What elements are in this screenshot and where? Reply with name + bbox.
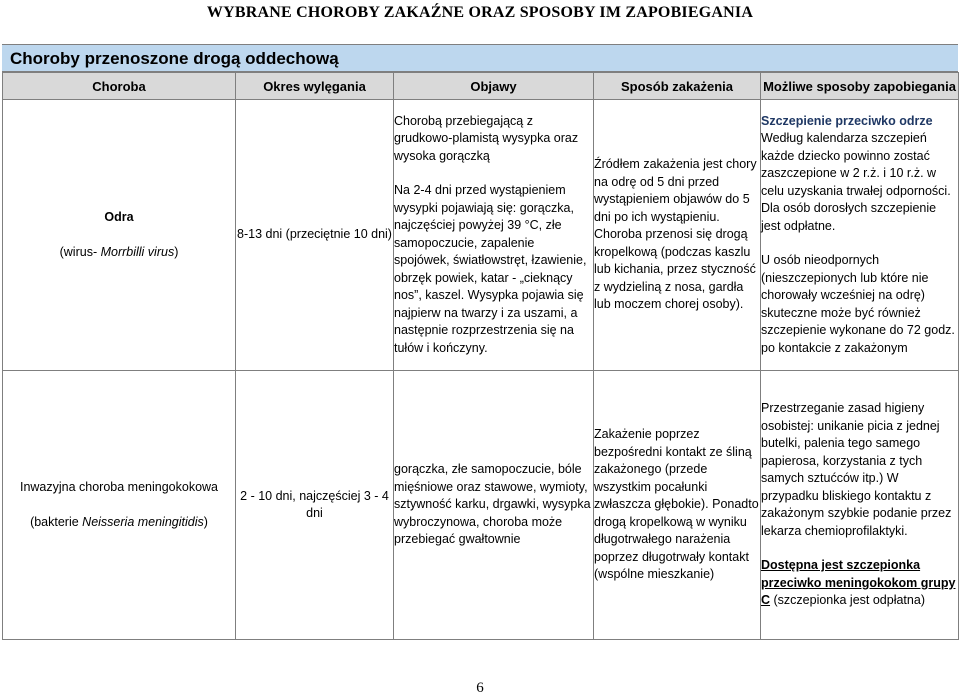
document-title: WYBRANE CHOROBY ZAKAŹNE ORAZ SPOSOBY IM ZAPOBIEGANIA: [206, 4, 754, 21]
symptoms-text: gorączka, złe samopoczucie, bóle mięśniowe oraz stawowe, wymioty, sztywność karku, drgawki, wysypka wybroczynowa, choroba może przebiegać gwałtownie: [394, 462, 591, 547]
prevention-heading: Szczepienie przeciwko odrze: [761, 113, 933, 128]
prevention-text: Według kalendarza szczepień każde dziecko powinno zostać zaszczepione w 2 r.ż. i 10 r.ż. w celu uzyskania trwałej odporności. Dla osób dorosłych szczepienie jest odpłatne.: [761, 131, 951, 233]
disease-cell: [3, 100, 236, 371]
symptoms-cell: [394, 371, 594, 640]
symptoms-intro: Chorobą przebiegającą z grudkowo-plamistą wysypka oraz wysoka gorączką: [394, 113, 579, 163]
prevention-text: Przestrzeganie zasad higieny osobistej: unikanie picia z jednej butelki, palenia tego samego papierosa, korzystania z tych samych sztućców itp.) W przypadku bliskiego kontaktu z zakażonym szybkie podanie przez lekarza chemioprofilaktyki.: [761, 401, 952, 538]
incubation-cell: 2 - 10 dni, najczęściej 3 - 4 dni: [236, 371, 394, 640]
disease-name: Inwazyjna choroba meningokokowa: [19, 480, 219, 494]
symptoms-cell: [394, 100, 594, 371]
disease-cause: (wirus- Morrbilli virus): [59, 244, 179, 259]
disease-cell: [3, 371, 236, 640]
transmission-cell: Zakażenie poprzez bezpośredni kontakt ze śliną zakażonego (przede wszystkim pocałunki zwłaszcza głębokie). Ponadto drogą kropelkową w wyniku długotrwałego narażenia poprzez długotrwały kontakt (wspólne mieszkanie): [594, 371, 761, 640]
column-header-disease: Choroba: [3, 73, 236, 100]
column-header-prevention: Możliwe sposoby zapobiegania: [761, 73, 959, 100]
column-header-symptoms: Objawy: [394, 73, 594, 100]
prevention-cell: [761, 100, 959, 371]
table-header-row: [3, 73, 959, 100]
column-header-transmission: Sposób zakażenia: [594, 73, 761, 100]
symptoms-detail: Na 2-4 dni przed wystąpieniem wysypki pojawiają się: gorączka, najczęściej powyżej 39 °C, złe samopoczucie, zapalenie spojówek, światłowstręt, łzawienie, obrzęk powiek, katar - „cieknący nos”, kaszel. Wysypka pojawia się najpierw na twarzy i za uszami, a następnie rozprzestrzenia się na tułów i kończyny.: [394, 183, 587, 355]
table-row: [3, 100, 959, 371]
section-title: Choroby przenoszone drogą oddechową: [10, 49, 339, 68]
disease-name: Odra: [104, 210, 134, 224]
vaccine-note: Dostępna jest szczepionka przeciwko meningokokom grupy C (szczepionka jest odpłatna): [761, 558, 956, 608]
prevention-cell: [761, 371, 959, 640]
table-row: [3, 371, 959, 640]
section-header: [2, 44, 958, 72]
column-header-incubation: Okres wylęgania: [236, 73, 394, 100]
transmission-cell: Źródłem zakażenia jest chory na odrę od 5 dni przed wystąpieniem objawów do 5 dni po ich wystąpieniu. Choroba przenosi się drogą kropelkową (podczas kaszlu lub kichania, przez styczność z wydzieliną z nosa, gardła lub moczem chorej osoby).: [594, 100, 761, 371]
page-number: 6: [476, 680, 484, 696]
incubation-cell: 8-13 dni (przeciętnie 10 dni): [236, 100, 394, 371]
prevention-text-secondary: U osób nieodpornych (nieszczepionych lub które nie chorowały wcześniej na odrę) skuteczne może być również szczepienie wykonane do 72 godz. po kontakcie z zakażonym: [761, 253, 955, 355]
disease-cause: (bakterie Neisseria meningitidis): [30, 514, 208, 529]
diseases-table: [2, 72, 959, 640]
